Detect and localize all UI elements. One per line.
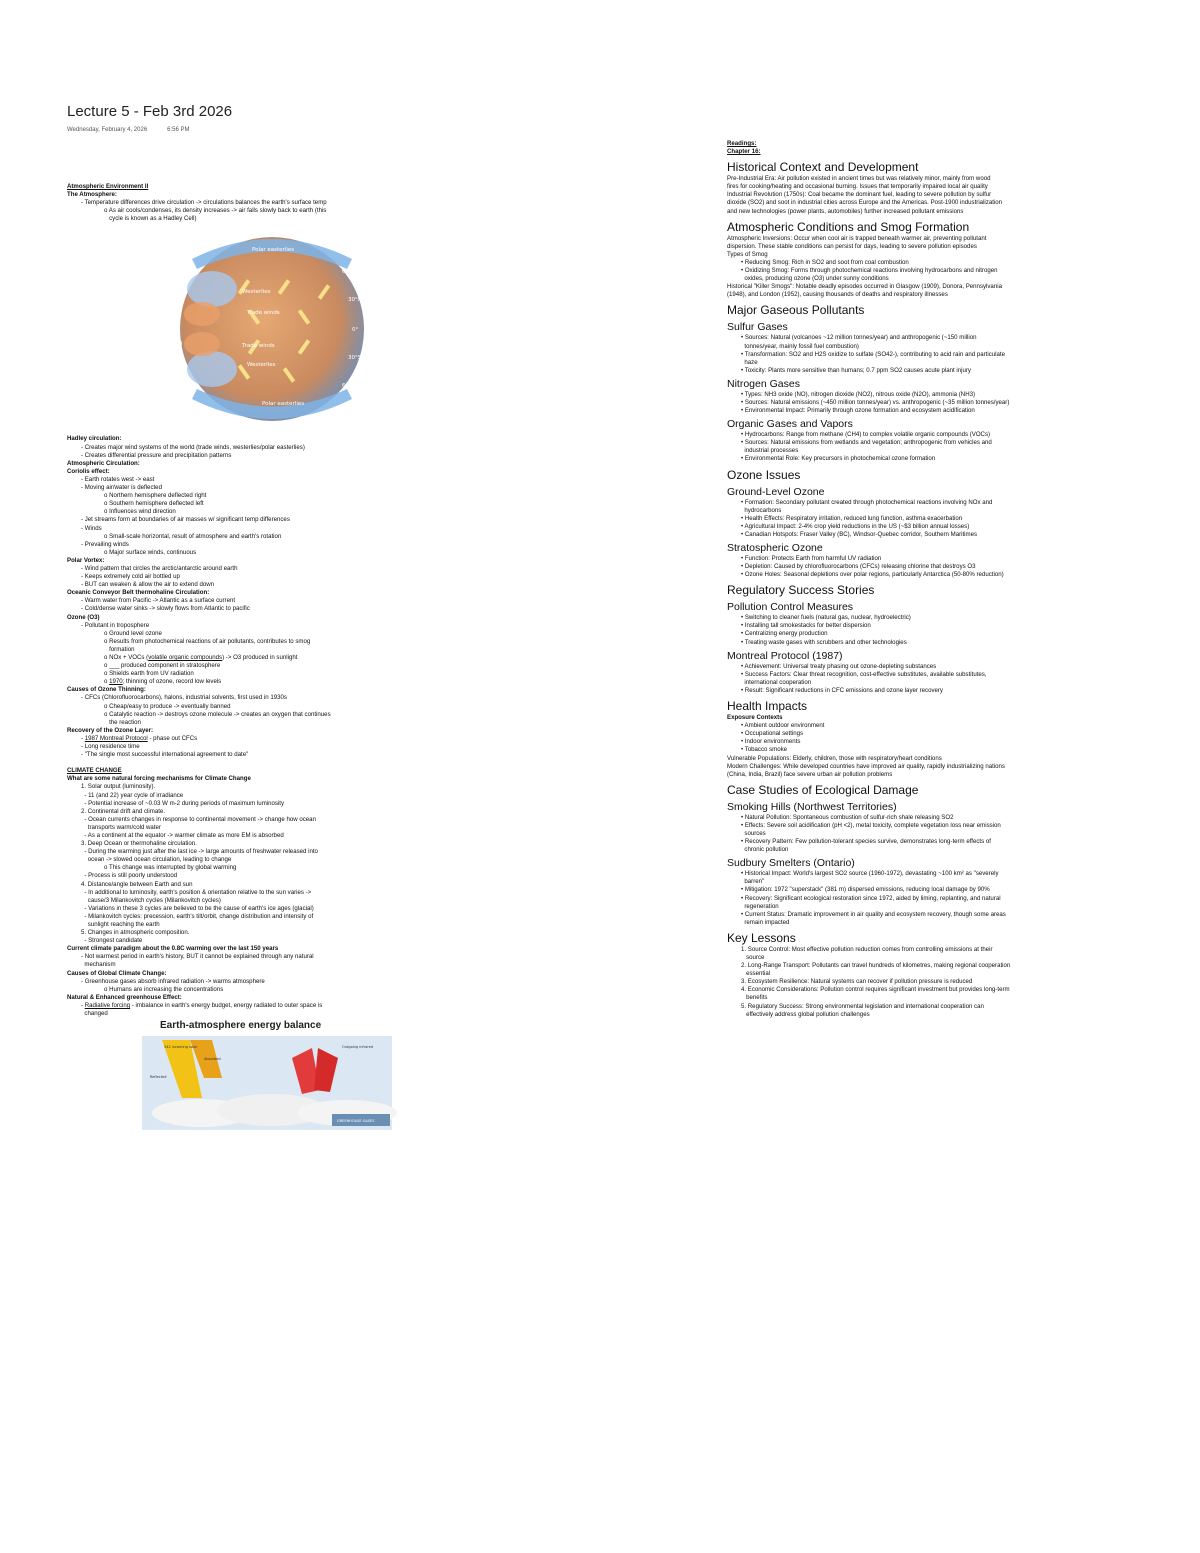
bullet: o Small-scale horizontal, result of atmosphere and earth's rotation [104, 532, 282, 540]
subheading: Coriolis effect: [67, 467, 110, 475]
fig-label: 30°N [348, 297, 362, 304]
subheading: Natural & Enhanced greenhouse Effect: [67, 993, 182, 1001]
numbered-item: 4. Distance/angle between Earth and sun [81, 880, 193, 888]
bullet: - Milankovitch cycles: precession, earth's tilt/orbit, change distribution and intensity of [81, 912, 314, 920]
bullet: - CFCs (Chlorofluorocarbons), halons, industrial solvents, first used in 1930s [81, 694, 287, 702]
heading-montreal: Montreal Protocol (1987) [727, 649, 843, 662]
heading-strat-ozone: Stratospheric Ozone [727, 542, 823, 554]
numbered-item: 1. Source Control: Most effective pollution reduction comes from controlling emissions at their [741, 945, 993, 953]
bullet: - Jet streams form at boundaries of air masses w/ significant temp differences [81, 516, 290, 524]
section-heading: CLIMATE CHANGE [67, 767, 122, 775]
bullet: o Results from photochemical reactions of air pollutants, contributes to smog [104, 637, 311, 645]
bullet: • Environmental Role: Key precursors in photochemical ozone formation [741, 455, 936, 463]
numbered-item: 2. Long-Range Transport: Pollutants can travel hundreds of kilometres, making regional cooperation [741, 962, 1011, 970]
bullet: sunlight reaching the earth [87, 921, 160, 928]
heading-pollution-control: Pollution Control Measures [727, 601, 854, 614]
bullet: - Ocean currents changes in response to continental movement -> change how ocean [81, 815, 316, 823]
fig-label: Polar cell [192, 241, 217, 248]
bullet: - Creates differential pressure and precipitation patterns [81, 451, 232, 459]
paragraph-line: Vulnerable Populations: Elderly, children, those with respiratory/heart conditions [727, 754, 942, 762]
bullet: international cooperation [744, 678, 812, 686]
fig-label: 342 incoming solar [164, 1045, 198, 1050]
heading-sudbury: Sudbury Smelters (Ontario) [727, 857, 855, 870]
bullet: • Ambient outdoor environment [741, 722, 825, 730]
bullet: • Result: Significant reductions in CFC emissions and ozone layer recovery [741, 686, 943, 694]
bullet: - 11 (and 22) year cycle of irradiance [81, 791, 184, 799]
paragraph-line: Industrial Revolution (1750s): Coal became the dominant fuel, leading to severe pollution by sulfur [727, 191, 992, 199]
paragraph-line: Atmospheric Inversions: Occur when cool air is trapped beneath warmer air, preventing pollutant [727, 234, 987, 242]
subheading: The Atmosphere: [67, 191, 117, 199]
bullet: industrial processes [744, 447, 799, 455]
bullet: • Hydrocarbons: Range from methane (CH4) to complex volatile organic compounds (VOCs) [741, 431, 991, 439]
bullet: • Transformation: SO2 and H2S oxidize to sulfate (SO42-), contributing to acid rain and particulate [741, 350, 1005, 358]
numbered-item: 3. Deep Ocean or thermohaline circulation. [81, 840, 197, 848]
fig-label: Trade winds [242, 343, 275, 350]
bullet: • Centralizing energy production [741, 630, 828, 638]
fig-label: Westerlies [247, 362, 276, 369]
bullet: chronic pollution [744, 846, 789, 854]
fig-label: Outgoing infrared [342, 1045, 373, 1050]
heading-ground-ozone: Ground-Level Ozone [727, 485, 825, 498]
bullet: the reaction [109, 718, 141, 726]
subheading: Polar Vortex: [67, 556, 105, 564]
subheading: Exposure Contexts [727, 714, 783, 722]
bullet: o Humans are increasing the concentrations [104, 985, 224, 993]
paragraph-line: dispersion. These stable conditions can persist for days, leading to severe pollution episodes [727, 242, 977, 250]
bullet: haze [744, 358, 758, 366]
bullet: ocean -> slowed ocean circulation, leading to change [87, 856, 232, 864]
subheading: Current climate paradigm about the 0.8C warming over the last 150 years [67, 945, 279, 953]
subheading: Causes of Ozone Thinning: [67, 686, 146, 694]
bullet: sources [744, 829, 766, 837]
bullet: - Wind pattern that circles the arctic/antarctic around earth [81, 564, 238, 572]
time-text: 6:56 PM [167, 127, 190, 133]
globe [180, 237, 364, 421]
bullet: - Warm water from Pacific -> Atlantic as a surface current [81, 597, 236, 605]
right-notes-column [727, 140, 1157, 1019]
page-title: Lecture 5 - Feb 3rd 2026 [67, 103, 233, 120]
bullet: • Reducing Smog: Rich in SO2 and soot from coal combustion [741, 258, 909, 266]
bullet: • Types: NH3 oxide (NO), nitrogen dioxide (NO2), nitrous oxide (N2O), ammonia (NH3) [741, 390, 976, 398]
numbered-item: benefits [746, 994, 768, 1002]
fig-label: Ferrel cell [162, 375, 189, 382]
bullet: - Strongest candidate [81, 937, 143, 945]
bullet: - "The single most successful international agreement to date" [81, 751, 249, 759]
numbered-item: 1. Solar output (luminosity). [81, 783, 156, 791]
bullet: o Ground level ozone [104, 629, 162, 637]
bullet: - Process is still poorly understood [81, 872, 178, 880]
fig-label: Hadley cell [152, 307, 183, 314]
bullet: o NOx + VOCs (volatile organic compounds) -> O3 produced in sunlight [104, 654, 298, 661]
atmospheric-circulation-figure [152, 229, 372, 429]
bullet: o Southern hemisphere deflected left [104, 500, 204, 508]
bullet: cause/3 Milankovitch cycles (Milankovitch cycles) [87, 896, 221, 904]
paragraph-line: Types of Smog [727, 250, 768, 258]
bullet: - Pollutant in troposphere [81, 621, 150, 629]
bullet: • Recovery Pattern: Few pollution-tolerant species survive, demonstrates long-term effects of [741, 838, 991, 846]
bullet: remain impacted [744, 918, 790, 926]
heading-health: Health Impacts [727, 699, 808, 714]
subheading: Ozone (O3) [67, 613, 100, 621]
fig-label: Ferrel cell [160, 275, 187, 282]
figure-title: Earth-atmosphere energy balance [160, 1020, 322, 1032]
heading-organic: Organic Gases and Vapors [727, 418, 853, 431]
subheading: What are some natural forcing mechanisms for Climate Change [67, 775, 251, 783]
bullet: - Moving air/water is deflected [81, 484, 162, 492]
date-text: Wednesday, February 4, 2026 [67, 127, 148, 133]
bullet: • Canadian Hotspots: Fraser Valley (BC), Windsor-Quebec corridor, Southern Maritimes [741, 530, 978, 538]
numbered-item: 5. Regulatory Success: Strong environmental legislation and international cooperation can [741, 1002, 984, 1010]
bullet: o This change was interrupted by global warming [104, 864, 237, 872]
paragraph-line: Historical "Killer Smogs": Notable deadly episodes occurred in Glasgow (1909), Donora, Pennsylvania [727, 283, 1002, 291]
bullet: • Success Factors: Clear threat recognition, cost-effective substitutes, available substitutes, [741, 670, 987, 678]
fig-label: GREENHOUSE GASES [337, 1119, 375, 1124]
bullet: • Toxicity: Plants more sensitive than humans; 0.7 ppm SO2 causes acute plant injury [741, 366, 971, 374]
bullet: - Greenhouse gases absorb infrared radiation -> warms atmosphere [81, 977, 265, 985]
bullet: • Sources: Natural emissions from wetlands and vegetation; anthropogenic from vehicles and [741, 439, 992, 447]
bullet: o Northern hemisphere deflected right [104, 492, 207, 500]
section-heading: Atmospheric Environment II [67, 183, 149, 190]
bullet: tonnes/year, mainly fossil fuel combustion) [744, 342, 859, 350]
bullet: • Oxidizing Smog: Forms through photochemical reactions involving hydrocarbons and nitrogen [741, 267, 998, 275]
bullet: • Agricultural Impact: 2-4% crop yield reductions in the US (~$3 billion annual losses) [741, 522, 970, 530]
bullet: - Temperature differences drive circulation -> circulations balances the earth's surface temp [81, 199, 327, 207]
fig-label: Polar easterlies [262, 401, 305, 408]
bullet: • Sources: Natural emissions (~450 million tonnes/year) vs. anthropogenic (~35 million tonnes/year) [741, 398, 1010, 406]
bullet: • Switching to cleaner fuels (natural gas, nuclear, hydroelectric) [741, 614, 911, 622]
heading-historical: Historical Context and Development [727, 160, 919, 175]
bullet: - Winds [81, 524, 102, 532]
globe-diagram [152, 229, 372, 429]
numbered-item: 2. Continental drift and climate. [81, 807, 166, 815]
bullet: o Catalytic reaction -> destroys ozone molecule -> creates an oxygen that continues [104, 710, 331, 718]
bullet: • Depletion: Caused by chlorofluorocarbons (CFCs) releasing chlorine that destroys O3 [741, 563, 976, 571]
heading-key-lessons: Key Lessons [727, 930, 796, 945]
bullet: • Function: Protects Earth from harmful UV radiation [741, 555, 882, 562]
bullet: - Potential increase of ~0.03 W m-2 during periods of maximum luminosity [81, 799, 285, 807]
bullet: • Environmental Impact: Primarily through ozone formation and ecosystem acidification [741, 407, 975, 415]
numbered-item: source [746, 954, 765, 961]
fig-label: 60°S [342, 383, 356, 390]
bullet: regeneration [744, 902, 779, 910]
bullet: • Mitigation: 1972 "superstack" (381 m) dispersed emissions, reducing local damage by 90% [741, 886, 990, 894]
bullet: • Sources: Natural (volcanoes ~12 million tonnes/year) and anthropogenic (~150 million [741, 334, 977, 342]
bullet: • Occupational settings [741, 730, 804, 738]
bullet: cycle is known as a Hadley Cell) [109, 215, 197, 223]
bullet: • Achievement: Universal treaty phasing out ozone-depleting substances [741, 662, 937, 670]
heading-nitrogen: Nitrogen Gases [727, 377, 800, 390]
page-date [67, 127, 210, 133]
paragraph-line: fires for cooking/heating and occasional burning. Issues that temporarily impaired local air quality [727, 183, 988, 191]
fig-label: 60°N [342, 269, 356, 276]
bullet: o Shields earth from UV radiation [104, 670, 194, 678]
paragraph-line: dioxide (SO2) and soot in industrial cities across Europe and the Americas. Post-1900 industrialization [727, 199, 1003, 207]
numbered-item: 5. Changes in atmospheric composition. [81, 929, 190, 937]
bullet: formation [109, 645, 135, 653]
numbered-item: 3. Ecosystem Resilience: Natural systems can recover if pollution pressure is reduced [741, 978, 973, 986]
heading-smoking-hills: Smoking Hills (Northwest Territories) [727, 800, 897, 813]
bullet: - As a continent at the equator -> warmer climate as more EM is absorbed [81, 831, 284, 839]
bullet: • Recovery: Significant ecological restoration since 1972, aided by liming, replanting, and natural [741, 894, 1001, 902]
bullet: • Natural Pollution: Spontaneous combustion of sulfur-rich shale releasing SO2 [741, 813, 954, 821]
bullet: • Tobacco smoke [741, 746, 788, 754]
bullet: - Long residence time [81, 743, 140, 751]
paragraph-line: (1948), and London (1952), causing thousands of deaths and respiratory illnesses [727, 291, 948, 299]
bullet: • Formation: Secondary pollutant created through photochemical reactions involving NOx and [741, 498, 993, 506]
fig-label: Polar easterlies [252, 247, 295, 254]
fig-label: Reflected [150, 1075, 167, 1080]
bullet: • Current Status: Dramatic improvement in air quality and ecosystem recovery, though some areas [741, 910, 1006, 918]
subheading: Oceanic Conveyor Belt thermohaline Circulation: [67, 589, 210, 597]
bullet: hydrocarbons [744, 506, 782, 514]
heading-ozone: Ozone Issues [727, 467, 801, 482]
bullet: • Effects: Severe soil acidification (pH <2), metal toxicity, complete vegetation loss near emission [741, 821, 1001, 829]
heading-regulatory: Regulatory Success Stories [727, 583, 875, 598]
fig-label: 0° [352, 327, 359, 334]
subheading: Recovery of the Ozone Layer: [67, 726, 154, 734]
bullet: • Indoor environments [741, 738, 801, 746]
subheading: Atmospheric Circulation: [67, 459, 140, 467]
numbered-item: effectively address global pollution challenges [746, 1010, 870, 1018]
bullet: - Prevailing winds [81, 540, 129, 548]
heading-sulfur: Sulfur Gases [727, 321, 788, 334]
bullet: o Influences wind direction [104, 508, 176, 516]
bullet: - Not warmest period in earth's history, BUT it cannot be explained through any natural [81, 953, 314, 961]
fig-label: 30°S [348, 355, 362, 362]
bullet: • Historical Impact: World's largest SO2 source (1960-1972), devastating ~100 km² as "severely [741, 870, 999, 878]
bullet: - Earth rotates west -> east [81, 475, 155, 483]
fig-label: Westerlies [242, 289, 271, 296]
bullet: - Variations in these 3 cycles are believed to be the cause of earth's ice ages (glacial) [81, 904, 314, 912]
bullet: - Creates major wind systems of the world (trade winds, westerlies/polar easterlies) [81, 443, 305, 451]
bullet: o ___ produced component in stratosphere [104, 662, 221, 670]
readings-heading: Readings: [727, 140, 757, 147]
chapter-heading: Chapter 16: [727, 148, 761, 156]
bullet: - BUT can weaken & allow the air to extend down [81, 581, 215, 589]
fig-label: Trade winds [247, 310, 280, 317]
bullet: barren" [744, 878, 765, 886]
heading-major-pollutants: Major Gaseous Pollutants [727, 303, 865, 318]
bullet: - Keeps extremely cold air bottled up [81, 573, 180, 581]
energy-balance-figure [142, 1018, 442, 1130]
paragraph-line: Modern Challenges: While developed countries have improved air quality, rapidly industrializing nations [727, 762, 1005, 770]
energy-balance-diagram [142, 1018, 442, 1130]
bullet: transports warm/cold water [87, 823, 161, 831]
numbered-item: essential [746, 970, 771, 978]
fig-label: Hadley cell [152, 341, 183, 348]
subheading: Hadley circulation: [67, 435, 122, 443]
heading-smog: Atmospheric Conditions and Smog Formation [727, 219, 970, 234]
bullet: o As air cools/condenses, its density increases -> air falls slowly back to earth (this [104, 207, 327, 215]
bullet: - Cold/dense water sinks -> slowly flows from Atlantic to pacific [81, 605, 250, 613]
bullet: oxides, producing ozone (O3) under sunny conditions [744, 275, 889, 283]
subheading: Causes of Global Climate Change: [67, 969, 167, 977]
paragraph-line: (China, India, Brazil) face severe urban air pollution problems [727, 770, 893, 778]
numbered-item: 4. Economic Considerations: Pollution control requires significant investment but provides long-term [741, 986, 1010, 994]
bullet: • Treating waste gases with scrubbers and other technologies [741, 638, 907, 646]
fig-label: Absorbed [204, 1057, 221, 1062]
bullet: • Ozone Holes: Seasonal depletions over polar regions, particularly Antarctica (50-80% reduction) [741, 571, 1004, 579]
heading-case-studies: Case Studies of Ecological Damage [727, 782, 919, 797]
bullet: o Cheap/easy to produce -> eventually banned [104, 702, 231, 710]
bullet: changed [84, 1010, 108, 1018]
left-notes-column [67, 183, 467, 1130]
bullet: • Health Effects: Respiratory irritation, reduced lung function, asthma exacerbation [741, 514, 963, 522]
bullet: - 1987 Montreal Protocol - phase out CFCs [81, 734, 198, 742]
bullet: mechanism [84, 961, 116, 969]
bullet: - In additional to luminosity, earth's position & orientation relative to the sun varies -> [81, 888, 312, 896]
bullet: - During the warming just after the last ice -> large amounts of freshwater released into [81, 848, 318, 856]
fig-label: Polar cell [192, 413, 217, 420]
paragraph-line: Pre-Industrial Era: Air pollution existed in ancient times but was relatively minor, mainly from wood [727, 175, 991, 183]
bullet: - Radiative forcing - imbalance in earth's energy budget, energy radiated to outer space is [81, 1001, 323, 1009]
bullet: o 1970; thinning of ozone, record low levels [104, 678, 222, 686]
paragraph-line: and new technologies (power plants, automobiles) further increased pollutant emissions [727, 207, 964, 215]
bullet: • Installing tall smokestacks for better dispersion [741, 622, 871, 630]
bullet: o Major surface winds, continuous [104, 548, 197, 556]
